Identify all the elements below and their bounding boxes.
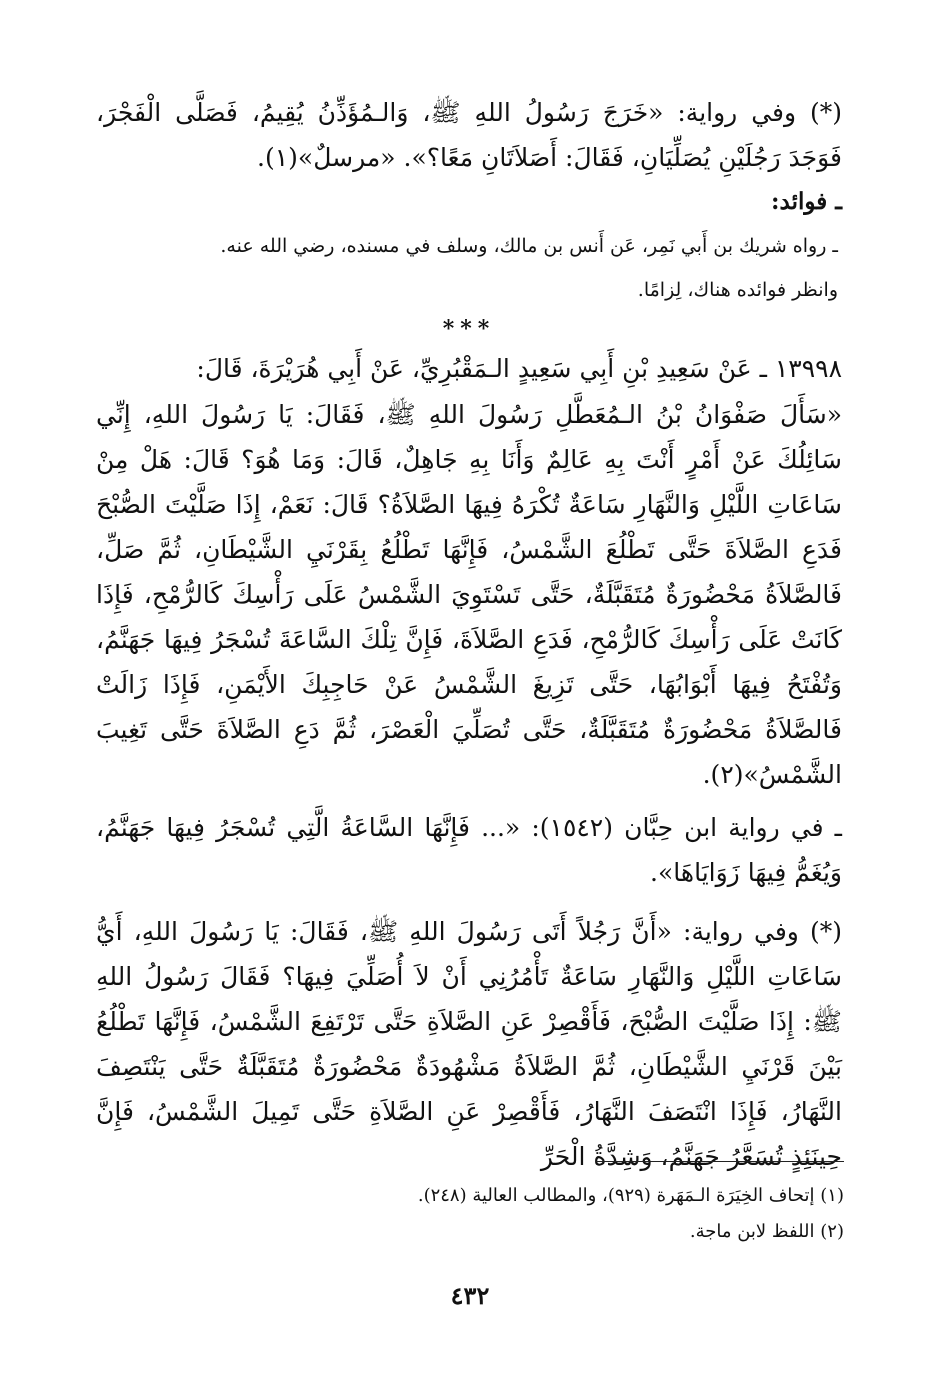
fawaid-heading: ـ فوائد: xyxy=(771,188,842,215)
footnotes xyxy=(98,1178,844,1250)
section-separator: *** xyxy=(442,316,496,342)
footnote-divider xyxy=(596,1161,844,1162)
page-number: ٤٣٢ xyxy=(450,1281,490,1310)
page-body xyxy=(96,90,842,1179)
ibn-hibban-note: ـ في رواية ابن حِبَّان (١٥٤٢): «... فَإِنَّهَا السَّاعَةُ الَّتِي تُسْجَرُ فِيهَا جَهَنَّمُ، وَيُغَمُّ فِيهَا زَوَايَاهَا». xyxy=(96,813,842,887)
footnote-1: (١) إتحاف الخِيَرَة الـمَهَرة (٩٢٩)، والمطالب العالية (٢٤٨). xyxy=(417,1185,844,1206)
fawaid-note-narration: ـ رواه شريك بن أَبي نَمِر، عَن أَنس بن مالك، وسلف في مسنده، رضي الله عنه. xyxy=(220,235,838,257)
hadith-text: «سَأَلَ صَفْوَانُ بْنُ الـمُعَطَّلِ رَسُولَ اللهِ ﷺ، فَقَالَ: يَا رَسُولَ اللهِ، إِنِّي سَائِلُكَ عَنْ أَمْرٍ أَنْتَ بِهِ عَالِمٌ وَأَنَا بِهِ جَاهِلٌ، قَالَ: وَمَا هُوَ؟ قَالَ: هَلْ مِنْ سَاعَاتِ اللَّيْلِ وَالنَّهَارِ سَاعَةٌ تُكْرَهُ فِيهَا الصَّلاَةُ؟ قَالَ: نَعَمْ، إِذَا صَلَّيْتَ الصُّبْحَ فَدَعِ الصَّلاَةَ حَتَّى تَطْلُعَ الشَّمْسُ، فَإِنَّهَا تَطْلُعُ بِقَرْنَيِ الشَّيْطَانِ، ثُمَّ صَلِّ، فَالصَّلاَةُ مَحْضُورَةٌ مُتَقَبَّلَةٌ، حَتَّى تَسْتَوِيَ الشَّمْسُ عَلَى رَأْسِكَ كَالرُّمْحِ، فَإِذَا كَانَتْ عَلَى رَأْسِكَ كَالرُّمْحِ، فَدَعِ الصَّلاَةَ، فَإِنَّ تِلْكَ السَّاعَةَ تُسْجَرُ فِيهَا جَهَنَّمُ، وَتُفْتَحُ فِيهَا أَبْوَابُهَا، حَتَّى تَزِيغَ الشَّمْسُ عَنْ حَاجِبِكَ الأَيْمَنِ، فَإِذَا زَالَتْ فَالصَّلاَةُ مَحْضُورَةٌ مُتَقَبَّلَةٌ، حَتَّى تُصَلِّيَ الْعَصْرَ، ثُمَّ دَعِ الصَّلاَةَ حَتَّى تَغِيبَ الشَّمْسُ»(٢). xyxy=(96,400,842,789)
footnote-2: (٢) اللفظ لابن ماجة. xyxy=(689,1221,844,1242)
hadith-heading: ١٣٩٩٨ ـ عَنْ سَعِيدِ بْنِ أَبِي سَعِيدٍ الـمَقْبُرِيِّ، عَنْ أَبِي هُرَيْرَةَ، قَالَ: xyxy=(196,354,842,383)
paragraph-riwaya-hours: (*) وفي رواية: «أَنَّ رَجُلاً أَتَى رَسُولَ اللهِ ﷺ، فَقَالَ: يَا رَسُولَ اللهِ، أَيُّ سَاعَاتِ اللَّيْلِ وَالنَّهَارِ سَاعَةٌ تَأْمُرُنِي أَنْ لاَ أُصَلِّيَ فِيهَا؟ فَقَالَ رَسُولُ اللهِ ﷺ: إِذَا صَلَّيْتَ الصُّبْحَ، فَأَقْصِرْ عَنِ الصَّلاَةِ حَتَّى تَرْتَفِعَ الشَّمْسُ، فَإِنَّهَا تَطْلُعُ بَيْنَ قَرْنَيِ الشَّيْطَانِ، ثُمَّ الصَّلاَةُ مَشْهُودَةٌ مَحْضُورَةٌ مُتَقَبَّلَةٌ حَتَّى يَنْتَصِفَ النَّهَارُ، فَإِذَا انْتَصَفَ النَّهَارُ، فَأَقْصِرْ عَنِ الصَّلاَةِ حَتَّى تَمِيلَ الشَّمْسُ، فَإِنَّ حِينَئِذٍ تُسَعَّرُ جَهَنَّمُ، وَشِدَّةُ الْحَرِّ xyxy=(96,917,843,1171)
paragraph-riwaya-fajr: (*) وفي رواية: «خَرَجَ رَسُولُ اللهِ ﷺ، وَالـمُؤَذِّنُ يُقِيمُ، فَصَلَّى الْفَجْرَ، فَوَجَدَ رَجُلَيْنِ يُصَلِّيَانِ، فَقَالَ: أَصَلاَتَانِ مَعًا؟». «مرسلٌ»(١). xyxy=(96,98,842,172)
fawaid-note-see-there: وانظر فوائده هناك، لِزامًا. xyxy=(637,279,838,301)
